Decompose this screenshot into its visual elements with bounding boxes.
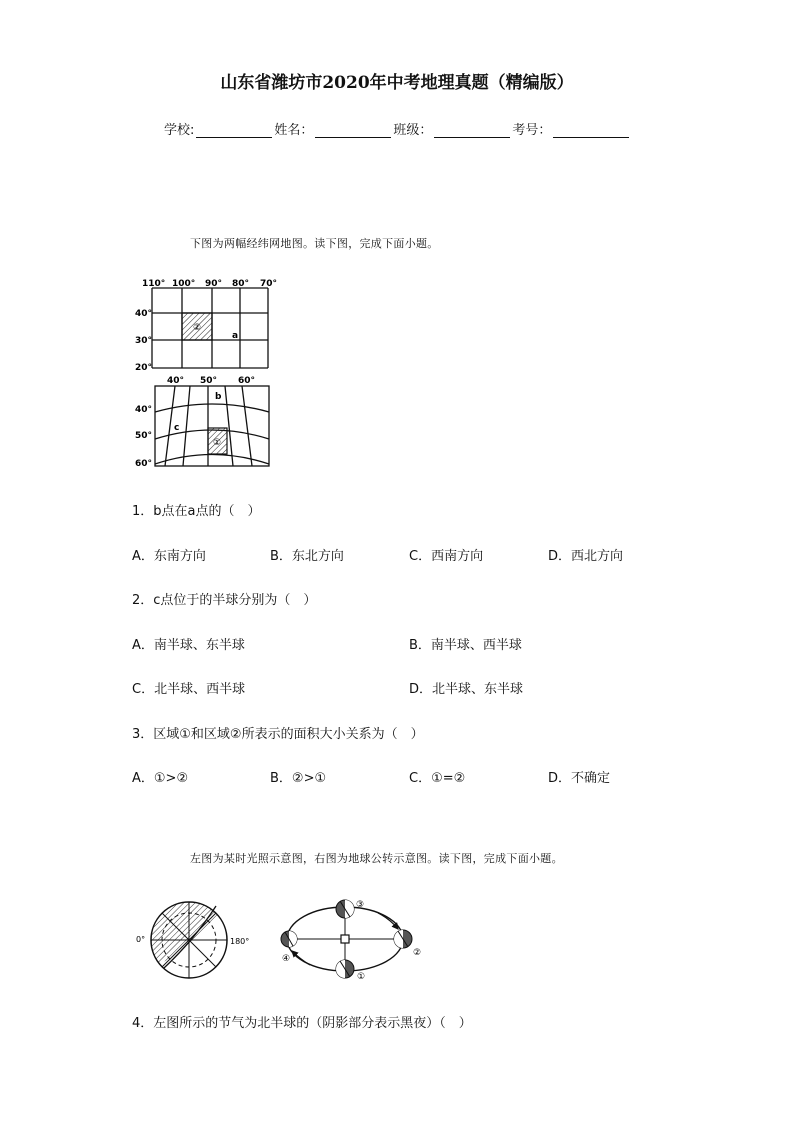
area-2-label: ② (192, 323, 202, 333)
q1-option-c[interactable]: C．西南方向 (409, 549, 484, 564)
q3-option-b[interactable]: B．②>① (270, 771, 327, 786)
point-a-label: a (231, 331, 239, 341)
section2-intro: 左图为某时光照示意图，右图为地球公转示意图。读下图，完成下面小题。 (190, 852, 563, 865)
number-label: 考号： (512, 123, 552, 138)
earth-position-top (336, 900, 354, 918)
area-1-label: ① (212, 438, 222, 448)
number-blank[interactable] (553, 125, 629, 138)
earth-position-left (281, 931, 297, 947)
question-3-stem: 3．区域①和区域②所表示的面积大小关系为（ ） (132, 727, 424, 742)
lon-label: 110° (142, 279, 166, 289)
question-1-stem: 1．b点在a点的（ ） (132, 504, 261, 519)
lat-label: 20° (135, 363, 153, 372)
class-blank[interactable] (434, 125, 510, 138)
class-label: 班级： (393, 123, 433, 138)
lat-label: 40° (135, 405, 153, 415)
lon-label: 70° (260, 279, 278, 289)
orbit-label-2: ② (413, 948, 422, 958)
orbit-label-1: ① (357, 972, 366, 982)
q2-option-c[interactable]: C．北半球、西半球 (132, 682, 246, 697)
name-blank[interactable] (315, 125, 391, 138)
graticule-map-2 (134, 372, 284, 472)
page-title: 山东省潍坊市2020年中考地理真题（精编版） (220, 73, 574, 93)
lon-label: 90° (205, 279, 223, 289)
question-4-stem: 4．左图所示的节气为北半球的（阴影部分表示黑夜）（ ） (132, 1016, 472, 1031)
q2-option-a[interactable]: A．南半球、东半球 (132, 638, 245, 653)
sun-icon (341, 935, 349, 943)
q2-option-b[interactable]: B．南半球、西半球 (409, 638, 522, 653)
polar-illumination-map (134, 890, 254, 990)
section1-intro: 下图为两幅经纬网地图。读下图，完成下面小题。 (190, 237, 439, 250)
q3-option-c[interactable]: C．①=② (409, 771, 466, 786)
lon-label: 40° (167, 376, 185, 386)
lat-label: 60° (135, 459, 153, 469)
lon-label: 100° (172, 279, 196, 289)
earth-position-bottom (336, 960, 354, 978)
q1-option-b[interactable]: B．东北方向 (270, 549, 344, 564)
point-b-label: b (215, 392, 222, 402)
lat-label: 30° (135, 336, 153, 346)
q2-option-d[interactable]: D．北半球、东半球 (409, 682, 524, 697)
right-longitude-label: 180° (230, 937, 250, 946)
lon-label: 60° (238, 376, 256, 386)
left-longitude-label: 0° (136, 935, 146, 944)
student-info-line (164, 119, 631, 138)
q1-option-a[interactable]: A．东南方向 (132, 549, 206, 564)
lon-label: 50° (200, 376, 218, 386)
q3-option-a[interactable]: A．①>② (132, 771, 189, 786)
orbit-label-3: ③ (356, 900, 365, 910)
q3-option-d[interactable]: D．不确定 (548, 771, 611, 786)
school-label: 学校: (164, 123, 195, 138)
name-label: 姓名： (274, 123, 314, 138)
earth-orbit-diagram (280, 893, 430, 985)
lat-label: 50° (135, 431, 153, 441)
earth-position-right (394, 930, 412, 948)
lon-label: 80° (232, 279, 250, 289)
q1-option-d[interactable]: D．西北方向 (548, 549, 624, 564)
orbit-label-4: ④ (282, 954, 291, 964)
school-blank[interactable] (196, 125, 272, 138)
point-c-label: c (174, 423, 180, 433)
question-2-stem: 2．c点位于的半球分别为（ ） (132, 593, 317, 608)
lat-label: 40° (135, 309, 153, 319)
graticule-map-1 (134, 276, 284, 372)
